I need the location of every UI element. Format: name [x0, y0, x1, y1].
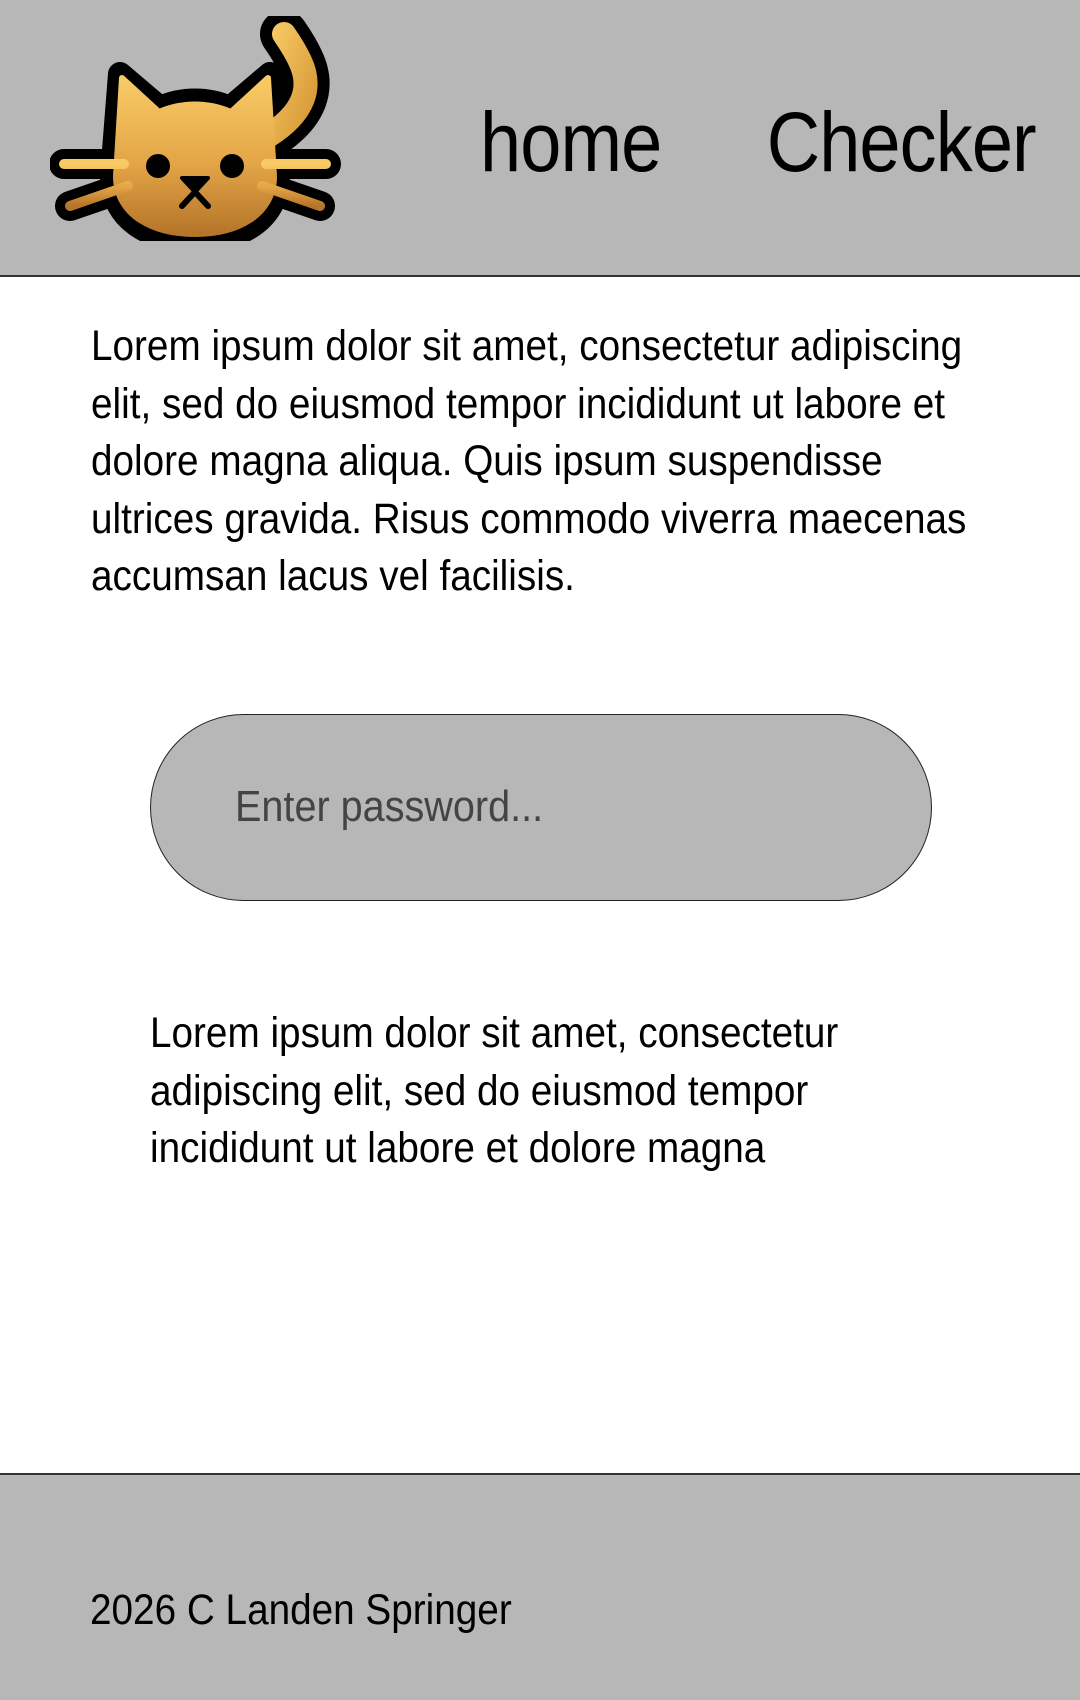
cat-face-icon[interactable]: [50, 16, 350, 241]
main-nav: [480, 95, 1036, 189]
copyright-text: 2026 C Landen Springer: [90, 1586, 512, 1634]
intro-text: Lorem ipsum dolor sit amet, consectetur adipiscing elit, sed do eiusmod tempor incididunt ut labore et dolore magna aliqua. Quis ipsum suspendisse ultrices gravida. Risus commodo viverra maecenas accumsan lacus vel facilisis.: [91, 322, 967, 600]
password-field[interactable]: [150, 714, 932, 901]
result-text: Lorem ipsum dolor sit amet, consectetur adipiscing elit, sed do eiusmod tempor incididunt ut labore et dolore magna: [150, 1009, 839, 1172]
nav-link-home[interactable]: home: [480, 95, 662, 189]
nav-link-checker[interactable]: Checker: [766, 95, 1036, 189]
site-footer: [0, 1473, 1080, 1700]
site-header: [0, 0, 1080, 277]
password-input[interactable]: [235, 715, 811, 899]
